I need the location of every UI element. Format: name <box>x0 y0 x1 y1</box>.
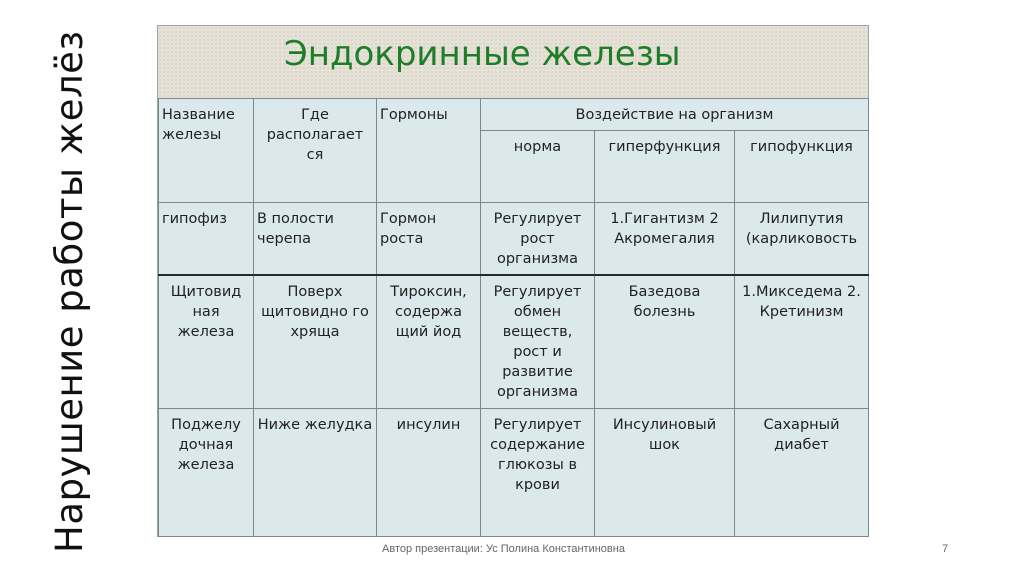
header-effect: Воздействие на организм <box>481 99 869 131</box>
cell-location: Поверх щитовидно го хряща <box>254 275 377 409</box>
table-header-row <box>159 99 869 131</box>
header-hypo: гипофункция <box>735 131 869 203</box>
cell-norm: Регулирует рост организма <box>481 203 595 275</box>
cell-hypo: 1.Микседема 2. Кретинизм <box>735 275 869 409</box>
cell-hormones: Гормон роста <box>377 203 481 275</box>
endocrine-glands-table <box>158 98 869 537</box>
header-hormones: Гормоны <box>377 99 481 203</box>
slide-side-title: Нарушение работы желёз <box>48 30 91 553</box>
cell-location: Ниже желудка <box>254 409 377 537</box>
table-row <box>159 203 869 275</box>
endocrine-table-image <box>157 25 869 537</box>
cell-norm: Регулирует обмен веществ, рост и развитие организма <box>481 275 595 409</box>
cell-hormones: инсулин <box>377 409 481 537</box>
cell-name: Поджелу дочная железа <box>159 409 254 537</box>
header-name: Название железы <box>159 99 254 203</box>
heading-band <box>158 26 868 98</box>
footer-author: Автор презентации: Ус Полина Константиновна <box>382 543 625 555</box>
page-number: 7 <box>942 543 949 555</box>
cell-hyper: Инсулиновый шок <box>595 409 735 537</box>
cell-norm: Регулирует содержание глюкозы в крови <box>481 409 595 537</box>
cell-hypo: Лилипутия (карликовость <box>735 203 869 275</box>
cell-name: гипофиз <box>159 203 254 275</box>
header-norm: норма <box>481 131 595 203</box>
table-row <box>159 275 869 409</box>
cell-hyper: 1.Гигантизм 2 Акромегалия <box>595 203 735 275</box>
table-heading: Эндокринные железы <box>284 34 681 74</box>
cell-hormones: Тироксин, содержа щий йод <box>377 275 481 409</box>
cell-name: Щитовид ная железа <box>159 275 254 409</box>
header-hyper: гиперфункция <box>595 131 735 203</box>
cell-hypo: Сахарный диабет <box>735 409 869 537</box>
cell-location: В полости черепа <box>254 203 377 275</box>
header-location: Где располагает ся <box>254 99 377 203</box>
table-row <box>159 409 869 537</box>
cell-hyper: Базедова болезнь <box>595 275 735 409</box>
